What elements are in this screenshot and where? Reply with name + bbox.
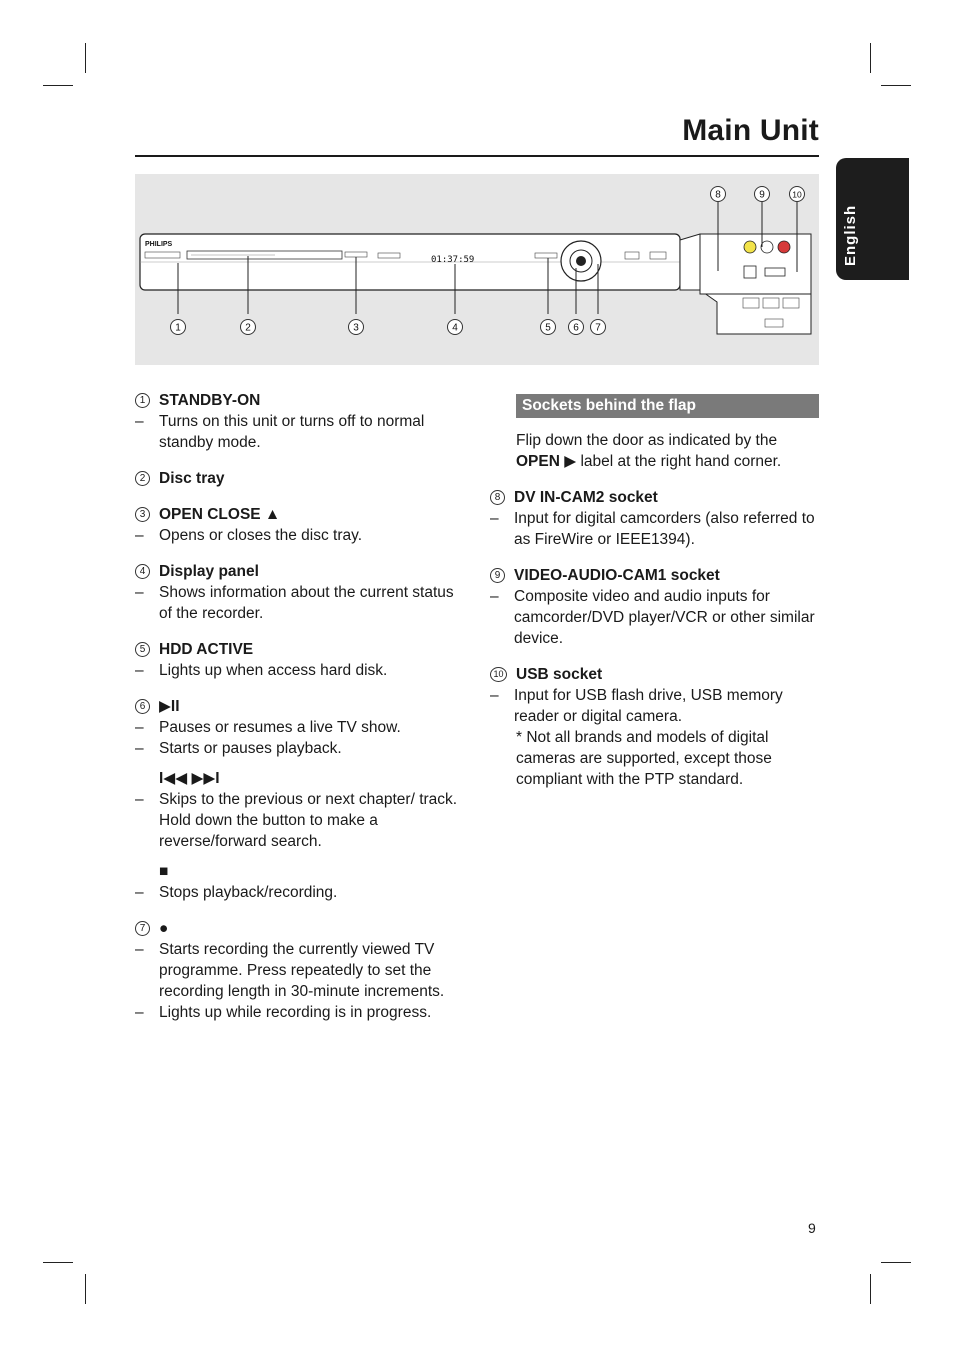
item-label: VIDEO-AUDIO-CAM1 socket (514, 567, 720, 584)
item-label: OPEN CLOSE ▲ (159, 506, 281, 523)
bullet: – Input for USB flash drive, USB memory reader or digital camera. (490, 687, 783, 725)
callout-5 (541, 320, 556, 335)
item-label: Display panel (159, 563, 259, 580)
item-number: 3 (135, 507, 150, 522)
callout-10 (790, 187, 805, 202)
crop-mark (881, 85, 911, 86)
item-open-close (135, 504, 465, 525)
item-label: ▶II (159, 698, 180, 715)
crop-mark (85, 1274, 86, 1304)
audio-left-jack (761, 241, 773, 253)
svg-text:9: 9 (759, 189, 765, 201)
crop-mark (870, 1274, 871, 1304)
svg-text:1: 1 (175, 322, 181, 334)
crop-mark (85, 43, 86, 73)
callout-7 (591, 320, 606, 335)
device-illustration (135, 174, 819, 365)
usb-port (765, 268, 785, 276)
svg-text:5: 5 (545, 322, 551, 334)
item-number: 7 (135, 921, 150, 936)
item-number: 6 (135, 699, 150, 714)
right-column (490, 394, 820, 790)
language-tab (836, 158, 909, 280)
dv-port (744, 266, 756, 278)
item-dv-in (490, 487, 820, 508)
audio-right-jack (778, 241, 790, 253)
item-number: 4 (135, 564, 150, 579)
item-disc-tray (135, 468, 465, 489)
bullet: – Shows information about the current status of the recorder. (135, 584, 454, 622)
title-rule (135, 155, 819, 157)
callout-1 (171, 320, 186, 335)
page-title: Main Unit (682, 114, 819, 147)
item-video-audio (490, 565, 820, 586)
video-jack (744, 241, 756, 253)
page-number: 9 (808, 1220, 816, 1236)
section-title-sockets: Sockets behind the flap (516, 394, 819, 418)
bullet: – Lights up while recording is in progress. (135, 1004, 432, 1021)
bullet: – Starts recording the currently viewed TV programme. Press repeatedly to set the recording length in 30-minute increments. (135, 941, 445, 1000)
sub-label-stop: ■ (159, 863, 169, 880)
item-label: Disc tray (159, 470, 225, 487)
svg-text:7: 7 (595, 322, 601, 334)
bullet: – Input for digital camcorders (also referred to as FireWire or IEEE1394). (490, 510, 815, 548)
item-number: 2 (135, 471, 150, 486)
crop-mark (43, 1262, 73, 1263)
language-tab-label: English (842, 204, 859, 266)
callout-3 (349, 320, 364, 335)
bullet: – Starts or pauses playback. (135, 740, 342, 757)
bullet: – Turns on this unit or turns off to normal standby mode. (135, 413, 425, 451)
item-number: 8 (490, 490, 505, 505)
item-display-panel (135, 561, 465, 582)
left-column (135, 390, 465, 1023)
item-standby-on (135, 390, 465, 411)
svg-text:3: 3 (353, 322, 359, 334)
item-label: DV IN-CAM2 socket (514, 489, 658, 506)
usb-note: * Not all brands and models of digital cameras are supported, except those compliant with the PTP standard. (516, 729, 772, 788)
bullet: – Pauses or resumes a live TV show. (135, 719, 401, 736)
item-play-pause (135, 696, 465, 717)
bullet: – Opens or closes the disc tray. (135, 527, 363, 544)
bullet: – Stops playback/recording. (135, 884, 338, 901)
crop-mark (43, 85, 73, 86)
sub-label-skip: I◀◀ ▶▶I (159, 770, 220, 787)
item-label: HDD ACTIVE (159, 641, 254, 658)
record-dot (576, 256, 586, 266)
brand-logo: PHILIPS (145, 241, 173, 248)
display-readout: 01:37:59 (431, 255, 475, 265)
item-record (135, 918, 465, 939)
crop-mark (881, 1262, 911, 1263)
item-number: 1 (135, 393, 150, 408)
svg-text:8: 8 (715, 189, 721, 201)
item-label: USB socket (516, 666, 603, 683)
callout-6 (569, 320, 584, 335)
svg-text:2: 2 (245, 322, 251, 334)
item-number: 5 (135, 642, 150, 657)
bullet: – Skips to the previous or next chapter/ track. Hold down the button to make a reverse/forward search. (135, 791, 458, 850)
callout-8 (711, 187, 726, 202)
item-usb (490, 664, 820, 685)
svg-text:4: 4 (452, 322, 458, 334)
item-hdd-active (135, 639, 465, 660)
intro-paragraph: Flip down the door as indicated by the OPEN ▶ label at the right hand corner. (516, 432, 782, 470)
callout-4 (448, 320, 463, 335)
svg-text:10: 10 (792, 189, 802, 200)
bullet: – Lights up when access hard disk. (135, 662, 388, 679)
callout-9 (755, 187, 770, 202)
callout-2 (241, 320, 256, 335)
item-number: 10 (490, 667, 507, 682)
crop-mark (870, 43, 871, 73)
item-label: STANDBY-ON (159, 392, 261, 409)
item-number: 9 (490, 568, 505, 583)
item-label: ● (159, 920, 169, 937)
bullet: – Composite video and audio inputs for camcorder/DVD player/VCR or other similar device. (490, 588, 815, 647)
svg-text:6: 6 (573, 322, 579, 334)
